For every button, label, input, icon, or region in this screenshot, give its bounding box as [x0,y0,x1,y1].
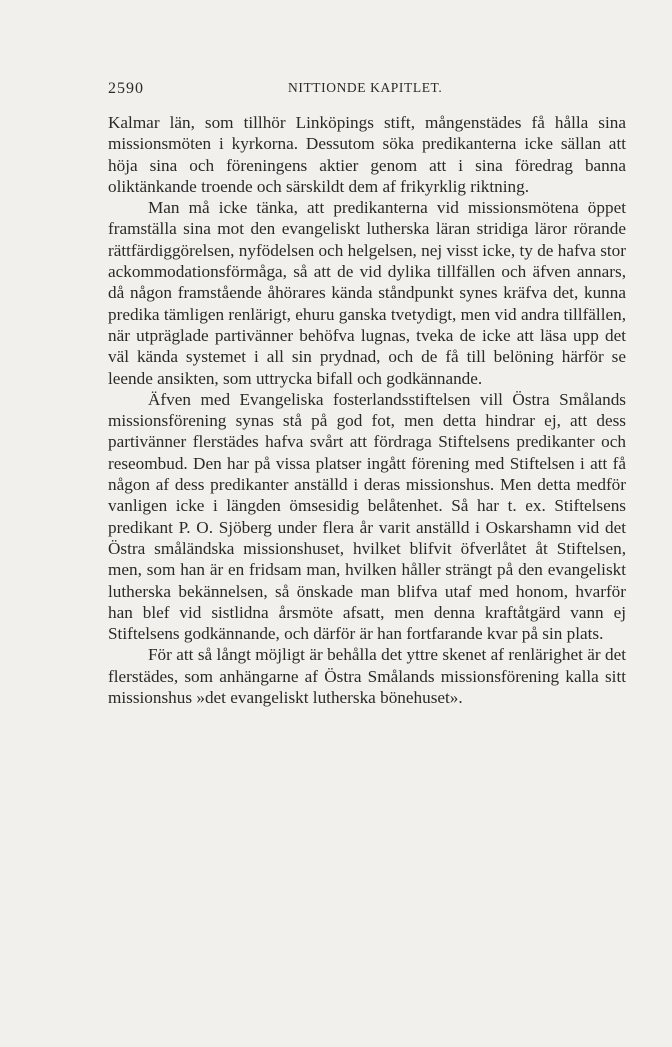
paragraph-2: Man må icke tänka, att predikanterna vid missionsmötena öppet framställa sina mot den evangeliskt lutherska läran stridiga läror rörande rättfärdiggörelsen, nyfödelsen och helgelsen, nej visst icke, ty de hafva stor ackommodationsförmåga, så att de vid dylika tillfällen och äfven annars, då någon framstående åhörares kända ståndpunkt synes kräfva det, kunna predika tämligen renlärigt, ehuru ganska tvetydigt, men vid andra tillfällen, när utpräglade partivänner behöfva lugnas, tveka de icke att läsa upp det väl kända systemet i all sin prydnad, och de få till belöning härför se leende ansikten, som uttrycka bifall och godkännande. [108,198,626,388]
running-head [108,78,630,102]
body-text [108,112,626,708]
paragraph-3: Äfven med Evangeliska fosterlandsstiftelsen vill Östra Smålands missionsförening synas stå på god fot, men detta hindrar ej, att dess partivänner flerstädes hafva svårt att fördraga Stiftelsens predikanter och reseombud. Den har på vissa platser ingått förening med Stiftelsen i att få någon af dess predikanter anställd i deras missionshus. Men detta medför vanligen icke i längden ömsesidig belåtenhet. Så har t. ex. Stiftelsens predikant P. O. Sjöberg under flera år varit anställd i Oskarshamn vid det Östra småländska missionshuset, hvilket blifvit öfverlåtet åt Stiftelsen, men, som han är en fridsam man, hvilken håller strängt på den evangeliskt lutherska bekännelsen, så önskade man blifva utaf med honom, hvarför han blef vid sistlidna årsmöte afsatt, men denna kraftåtgärd vann ej Stiftelsens godkännande, och därför är han fortfarande kvar på sin plats. [108,389,626,644]
chapter-title: NITTIONDE KAPITLET. [288,80,443,95]
page-number: 2590 [108,80,144,97]
paragraph-1: Kalmar län, som tillhör Linköpings stift, mångenstädes få hålla sina missionsmöten i kyrkorna. Dessutom söka predikanterna icke sällan att höja sina och föreningens aktier genom att i sina föredrag banna oliktänkande troende och särskildt dem af frikyrklig riktning. [108,113,626,196]
paragraph-4: För att så långt möjligt är behålla det yttre skenet af renlärighet är det flerstädes, som anhängarne af Östra Smålands missionsförening kalla sitt missionshus »det evangeliskt lutherska bönehuset». [108,645,626,708]
